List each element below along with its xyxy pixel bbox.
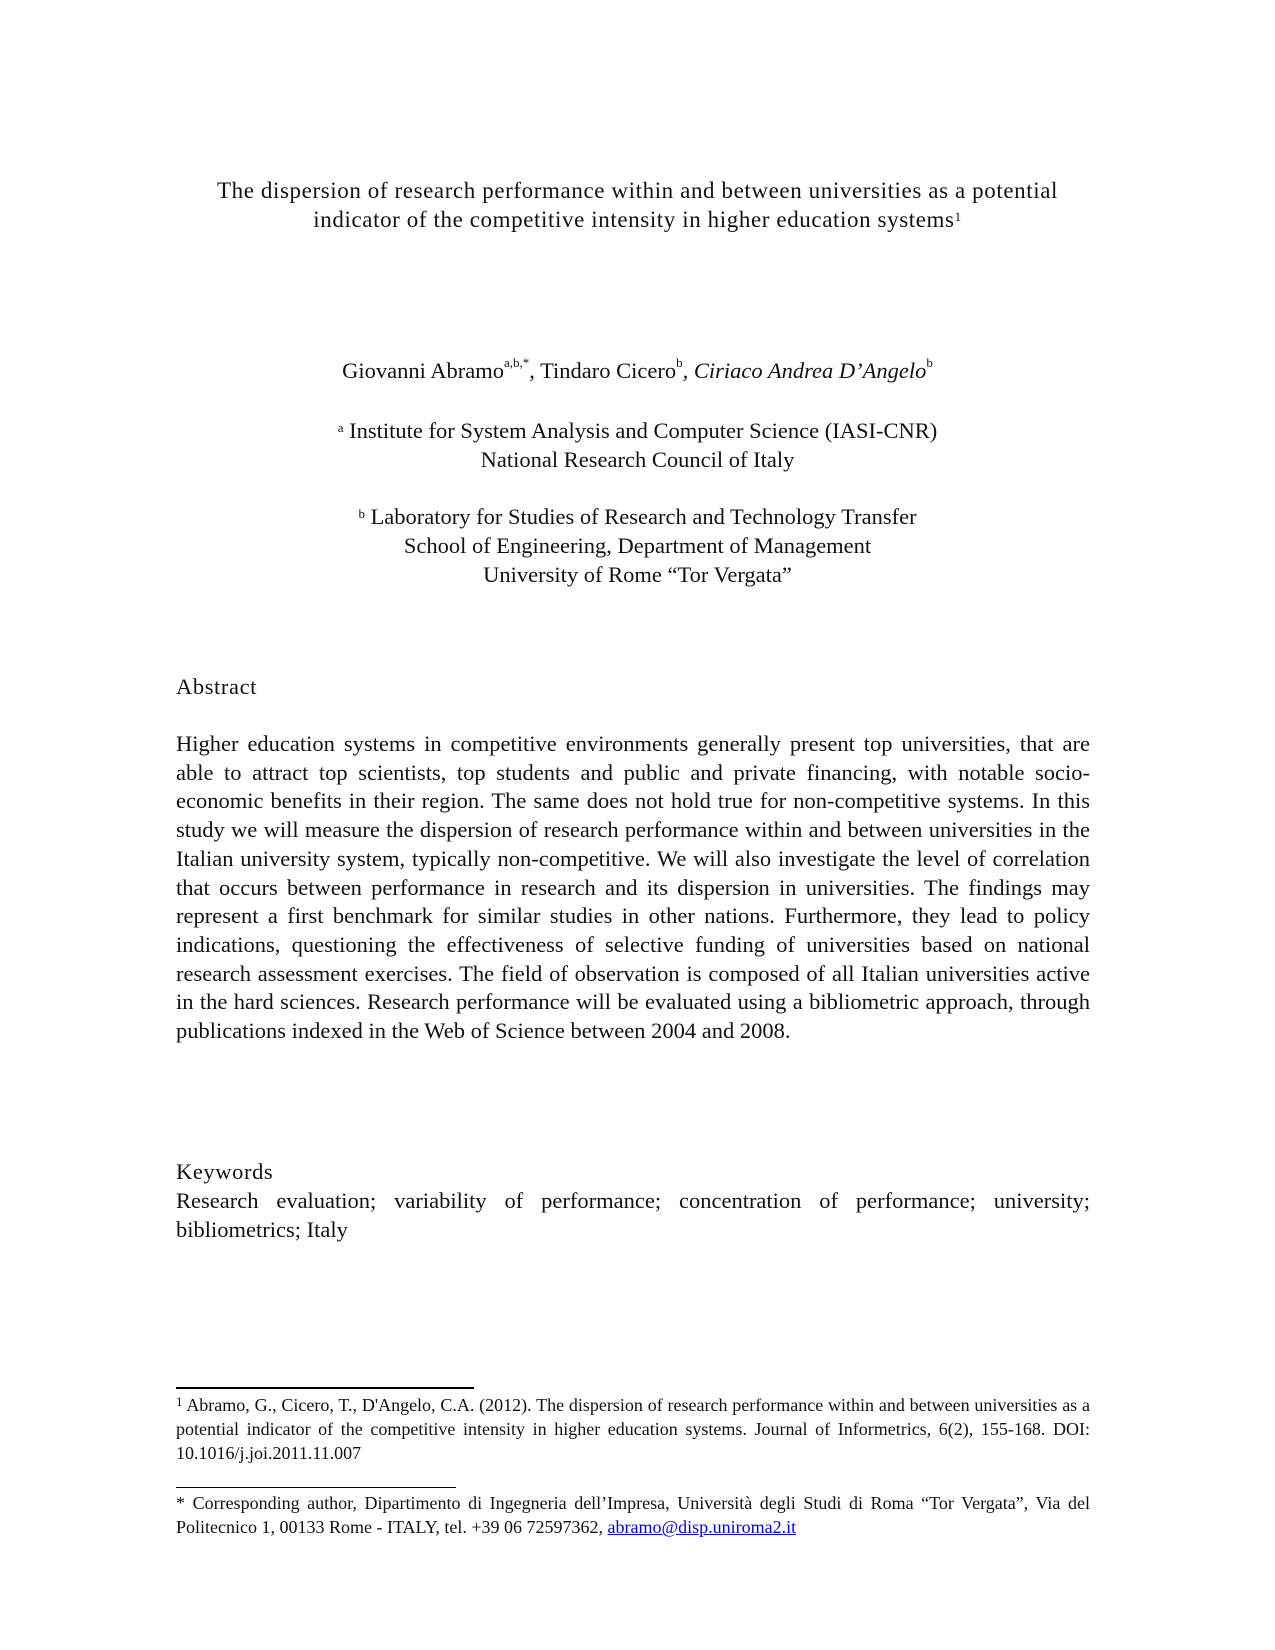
footnote-1: $^1$ Abramo, G., Cicero, T., D'Angelo, C.A. (2012). The dispersion of research performance within and between universities as a potential indicator of the competitive intensity in higher education systems. Journal of Informetrics, 6(2), 155-168. DOI: 10.1016/j.joi.2011.11.007 bbox=[176, 1394, 1090, 1463]
corresponding-separator bbox=[176, 1487, 456, 1488]
title-line-2: indicator of the competitive intensity in higher education systems$^1$ bbox=[313, 207, 962, 232]
author-name: Ciriaco Andrea D’Angelo bbox=[693, 358, 927, 383]
title-line-1: The dispersion of research performance within and between universities as a potential bbox=[216, 178, 1059, 203]
title-footnote-mark: 1 bbox=[954, 209, 962, 224]
affiliation-a: $^a$ Institute for System Analysis and Computer Science (IASI-CNR) National Research Council of Italy bbox=[337, 418, 938, 472]
abstract-text: Higher education systems in competitive environments generally present top universities, that are able to attract top scientists, top students and public and private financing, with notable socio-economic benefits in their region. The same does not hold true for non-competitive systems. In this study we will measure the dispersion of research performance within and between universities in the Italian university system, typically non-competitive. We will also investigate the level of correlation that occurs between performance in research and its dispersion in universities. The findings may represent a first benchmark for similar studies in other nations. Furthermore, they lead to policy indications, questioning the effectiveness of selective funding of universities based on national research assessment exercises. The field of observation is composed of all Italian universities active in the hard sciences. Research performance will be evaluated using a bibliometric approach, through publications indexed in the Web of Science between 2004 and 2008. bbox=[176, 731, 1090, 1044]
corresponding-author-note: * Corresponding author, Dipartimento di Ingegneria dell’Impresa, Università degli Studi di Roma “Tor Vergata”, Via del Politecnico 1, 00133 Rome - ITALY, tel. +39 06 72597362, abramo@disp.uniroma2.it bbox=[176, 1493, 1090, 1537]
keywords-heading: Keywords bbox=[176, 1159, 274, 1184]
author-list: Giovanni Abramo$^{a,b,*}$, Tindaro Cicero$^b$, Ciriaco Andrea D’Angelo$^b$ bbox=[342, 355, 933, 383]
paper-title bbox=[0, 176, 1275, 234]
affiliation-b: $^b$ Laboratory for Studies of Research and Technology Transfer School of Engineering, Department of Management University of Rome “Tor Vergata” bbox=[358, 504, 917, 587]
author-name: Giovanni Abramo bbox=[342, 358, 504, 383]
abstract-heading: Abstract bbox=[176, 674, 258, 699]
keywords-text: Research evaluation; variability of performance; concentration of performance; university; bibliometrics; Italy bbox=[176, 1188, 1090, 1242]
email-link[interactable]: abramo@disp.uniroma2.it bbox=[607, 1517, 797, 1537]
author-name: Tindaro Cicero bbox=[540, 358, 677, 383]
footnote-separator bbox=[176, 1387, 474, 1389]
